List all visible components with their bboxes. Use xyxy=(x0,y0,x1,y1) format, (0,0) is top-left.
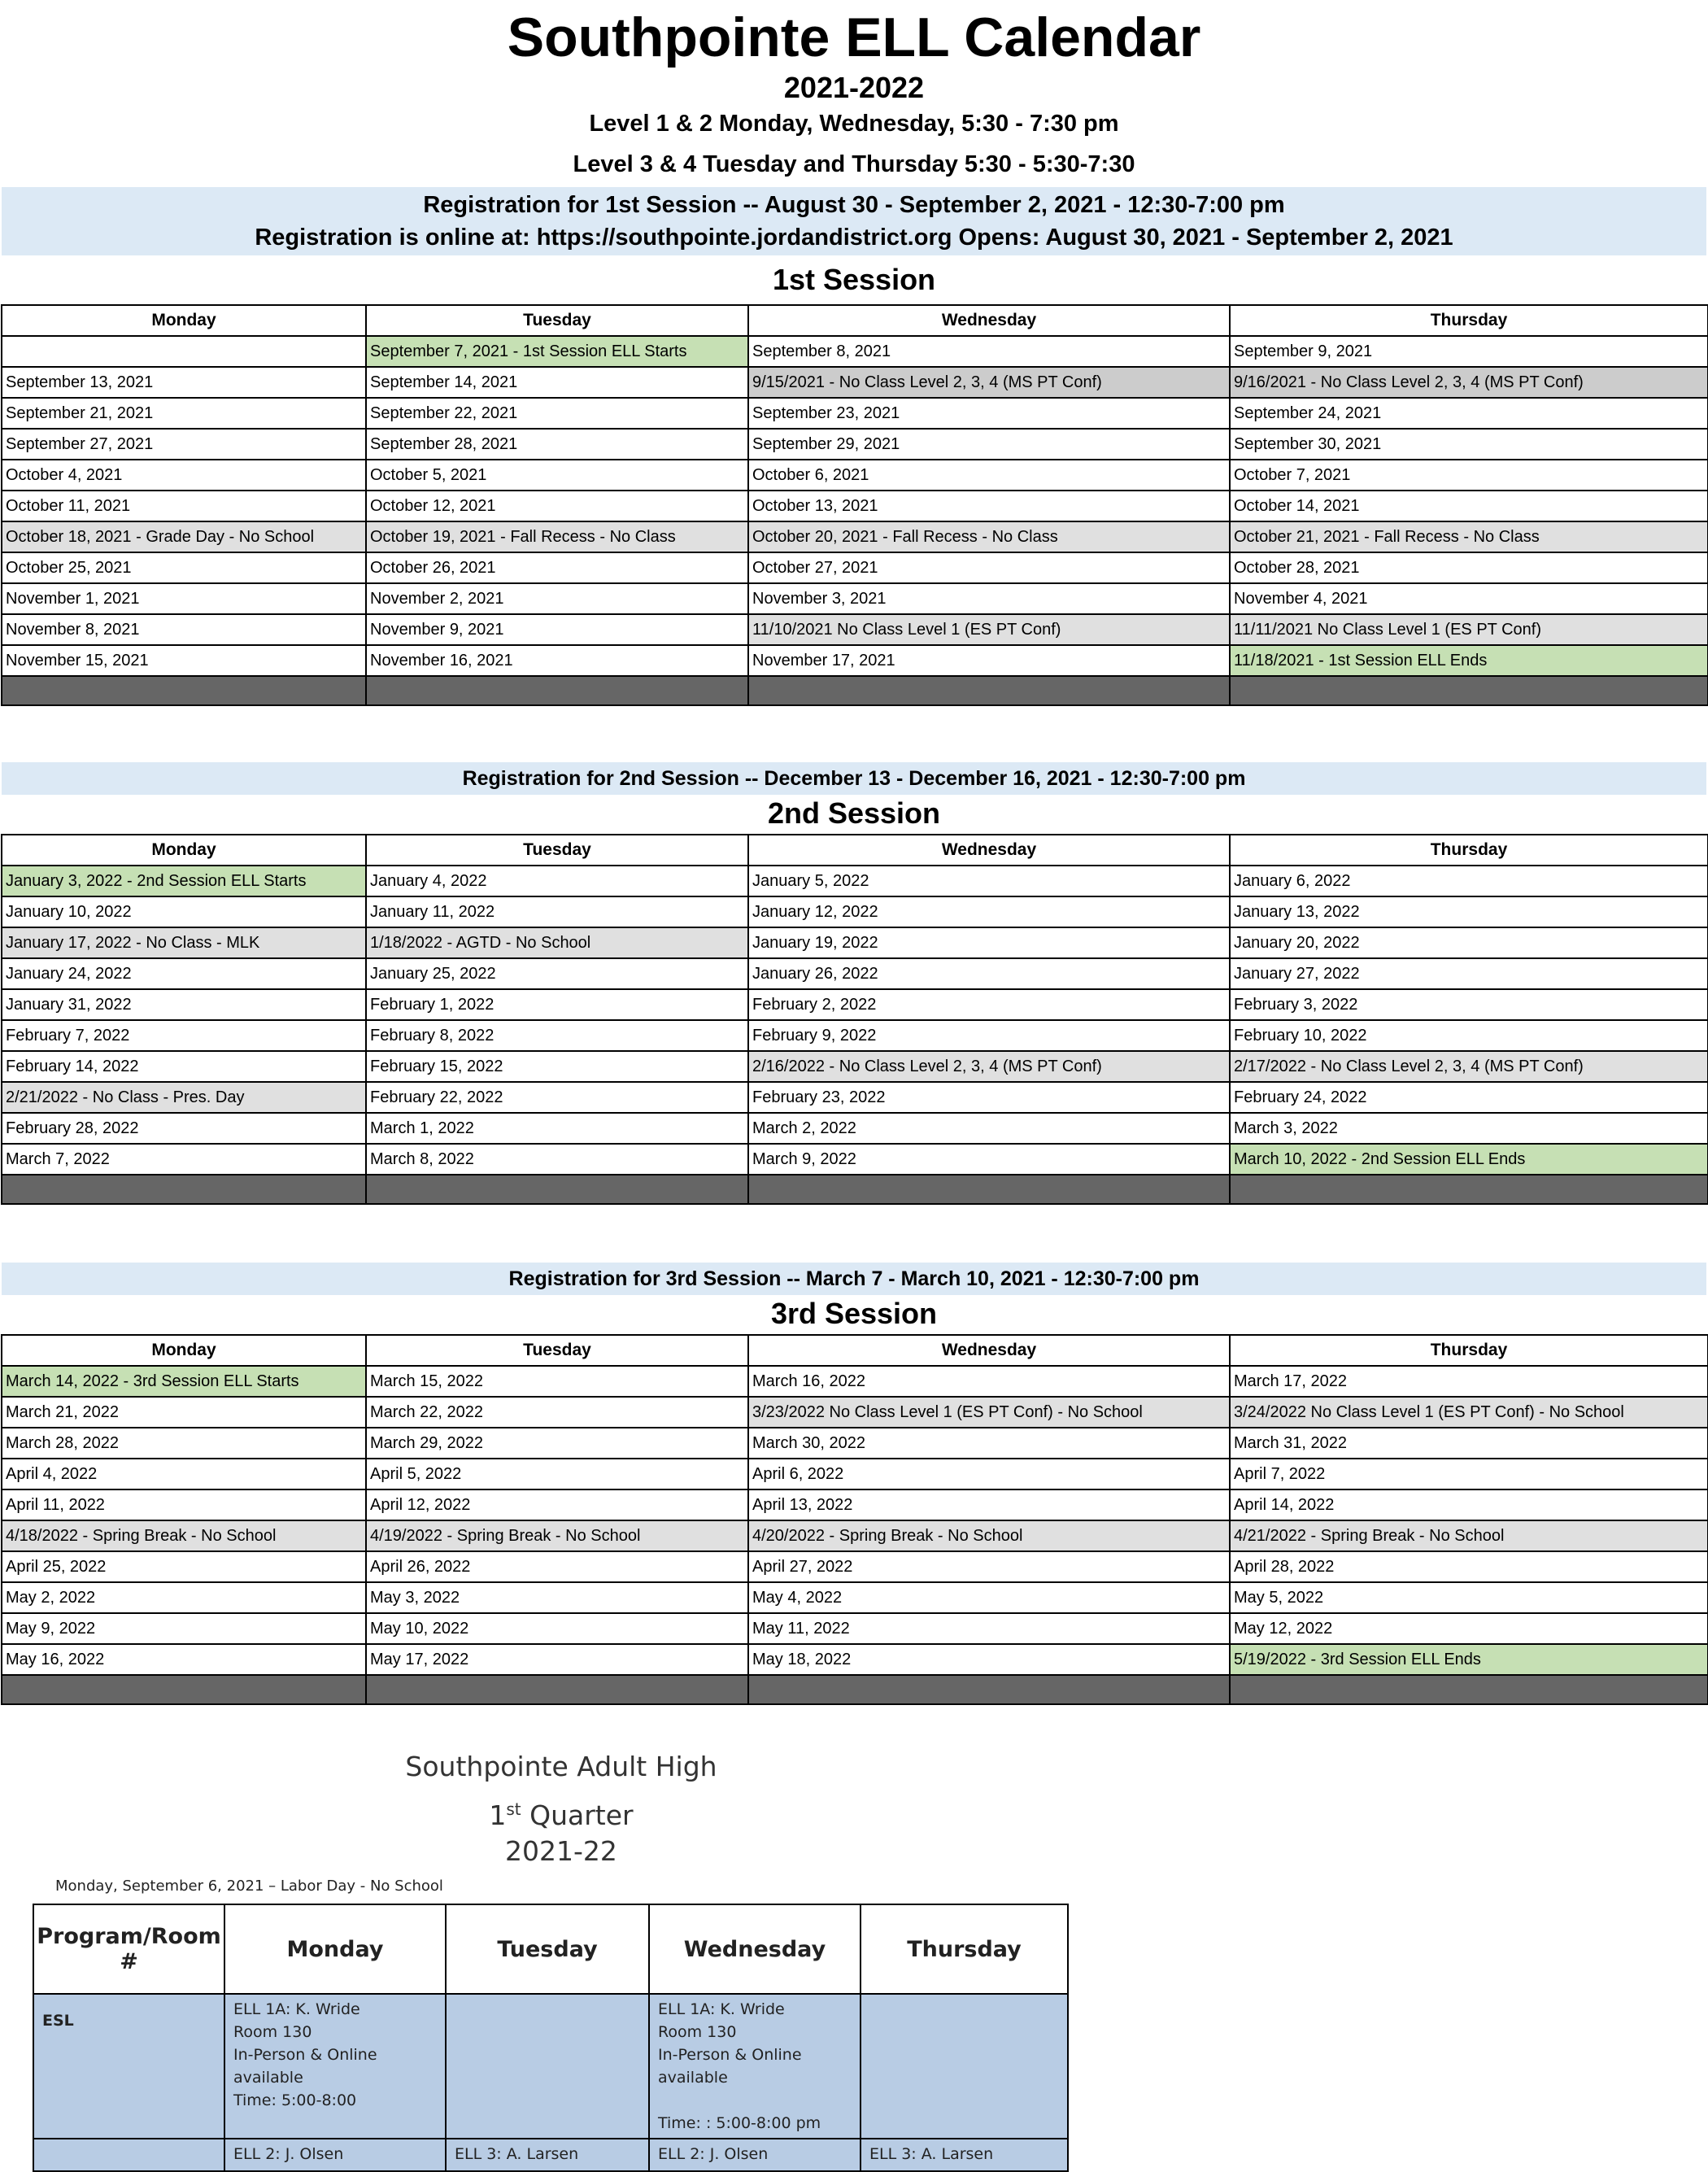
date-cell xyxy=(2,1675,366,1704)
date-cell: October 7, 2021 xyxy=(1230,460,1708,491)
date-cell: April 25, 2022 xyxy=(2,1551,366,1582)
session-1-table xyxy=(1,304,1708,706)
date-cell: September 22, 2021 xyxy=(366,398,748,429)
date-cell: February 24, 2022 xyxy=(1230,1082,1708,1113)
day-header-wednesday: Wednesday xyxy=(748,835,1230,866)
date-cell: October 12, 2021 xyxy=(366,491,748,521)
date-cell: January 12, 2022 xyxy=(748,896,1230,927)
date-cell: October 21, 2021 - Fall Recess - No Class xyxy=(1230,521,1708,552)
date-cell: January 17, 2022 - No Class - MLK xyxy=(2,927,366,958)
class-line: Room 130 xyxy=(233,2023,312,2041)
date-cell: April 6, 2022 xyxy=(748,1459,1230,1489)
date-cell: April 26, 2022 xyxy=(366,1551,748,1582)
class-line: ELL 1A: K. Wride xyxy=(658,2000,785,2018)
date-cell: May 12, 2022 xyxy=(1230,1613,1708,1644)
date-cell: February 2, 2022 xyxy=(748,989,1230,1020)
date-cell: September 14, 2021 xyxy=(366,367,748,398)
table-row xyxy=(2,1489,1708,1520)
date-cell: January 4, 2022 xyxy=(366,866,748,896)
date-cell: April 27, 2022 xyxy=(748,1551,1230,1582)
date-cell: 4/20/2022 - Spring Break - No School xyxy=(748,1520,1230,1551)
class-line: available xyxy=(658,2069,728,2087)
table-row xyxy=(2,1675,1708,1704)
labor-day-note: Monday, September 6, 2021 – Labor Day - No School xyxy=(55,1878,443,1895)
date-cell: February 23, 2022 xyxy=(748,1082,1230,1113)
date-cell: 1/18/2022 - AGTD - No School xyxy=(366,927,748,958)
class-line: Room 130 xyxy=(658,2023,737,2041)
session-3-table xyxy=(1,1334,1708,1705)
date-cell xyxy=(748,1175,1230,1204)
date-cell xyxy=(1230,1175,1708,1204)
date-cell: 11/18/2021 - 1st Session ELL Ends xyxy=(1230,645,1708,676)
date-cell: March 21, 2022 xyxy=(2,1397,366,1428)
date-cell: 9/15/2021 - No Class Level 2, 3, 4 (MS PT Conf) xyxy=(748,367,1230,398)
session-1-title: 1st Session xyxy=(772,263,936,296)
table-row xyxy=(2,1582,1708,1613)
date-cell: March 7, 2022 xyxy=(2,1144,366,1175)
date-cell: September 9, 2021 xyxy=(1230,336,1708,367)
header-tuesday: Tuesday xyxy=(446,1904,649,1994)
table-row xyxy=(2,989,1708,1020)
date-cell: January 19, 2022 xyxy=(748,927,1230,958)
date-cell: October 28, 2021 xyxy=(1230,552,1708,583)
quarter-word: Quarter xyxy=(521,1799,634,1831)
day-header-row xyxy=(2,1335,1708,1366)
date-cell: 3/24/2022 No Class Level 1 (ES PT Conf) - No School xyxy=(1230,1397,1708,1428)
class-cell-tuesday xyxy=(446,1994,649,2139)
header-wednesday: Wednesday xyxy=(649,1904,861,1994)
date-cell: November 3, 2021 xyxy=(748,583,1230,614)
class-line xyxy=(658,2089,852,2112)
table-row xyxy=(2,927,1708,958)
table-row xyxy=(2,398,1708,429)
date-cell: October 13, 2021 xyxy=(748,491,1230,521)
date-cell: January 6, 2022 xyxy=(1230,866,1708,896)
header-monday: Monday xyxy=(224,1904,446,1994)
date-cell: February 22, 2022 xyxy=(366,1082,748,1113)
date-cell: November 4, 2021 xyxy=(1230,583,1708,614)
adult-high-title: Southpointe Adult High xyxy=(405,1751,717,1782)
date-cell: February 7, 2022 xyxy=(2,1020,366,1051)
date-cell: 2/16/2022 - No Class Level 2, 3, 4 (MS PT Conf) xyxy=(748,1051,1230,1082)
quarter-number: 1 xyxy=(489,1799,507,1831)
table-row xyxy=(2,1428,1708,1459)
table-row xyxy=(2,676,1708,705)
date-cell: February 15, 2022 xyxy=(366,1051,748,1082)
date-cell: March 14, 2022 - 3rd Session ELL Starts xyxy=(2,1366,366,1397)
date-cell: January 3, 2022 - 2nd Session ELL Starts xyxy=(2,866,366,896)
table-row xyxy=(2,460,1708,491)
date-cell: March 9, 2022 xyxy=(748,1144,1230,1175)
date-cell: March 1, 2022 xyxy=(366,1113,748,1144)
table-row xyxy=(2,645,1708,676)
table-row xyxy=(2,521,1708,552)
date-cell: November 9, 2021 xyxy=(366,614,748,645)
date-cell: April 7, 2022 xyxy=(1230,1459,1708,1489)
class-line: Time: 5:00-8:00 xyxy=(233,2091,357,2109)
date-cell: April 4, 2022 xyxy=(2,1459,366,1489)
session-3-title: 3rd Session xyxy=(770,1297,938,1330)
date-cell: September 24, 2021 xyxy=(1230,398,1708,429)
class-line: ELL 2: J. Olsen xyxy=(658,2145,769,2163)
date-cell: March 2, 2022 xyxy=(748,1113,1230,1144)
table-row xyxy=(2,367,1708,398)
table-row xyxy=(33,2139,1068,2171)
date-cell: October 5, 2021 xyxy=(366,460,748,491)
date-cell: November 2, 2021 xyxy=(366,583,748,614)
date-cell: March 29, 2022 xyxy=(366,1428,748,1459)
date-cell: October 20, 2021 - Fall Recess - No Class xyxy=(748,521,1230,552)
class-line: ELL 2: J. Olsen xyxy=(233,2145,344,2163)
level-3-4-schedule: Level 3 & 4 Tuesday and Thursday 5:30 - 5:30-7:30 xyxy=(573,151,1135,177)
date-cell: September 30, 2021 xyxy=(1230,429,1708,460)
date-cell: October 14, 2021 xyxy=(1230,491,1708,521)
date-cell: January 24, 2022 xyxy=(2,958,366,989)
date-cell: March 28, 2022 xyxy=(2,1428,366,1459)
class-cell-monday xyxy=(224,1994,446,2139)
header-thursday: Thursday xyxy=(861,1904,1068,1994)
session-2-table xyxy=(1,834,1708,1205)
date-cell: February 14, 2022 xyxy=(2,1051,366,1082)
date-cell: March 31, 2022 xyxy=(1230,1428,1708,1459)
date-cell: May 9, 2022 xyxy=(2,1613,366,1644)
date-cell: 4/19/2022 - Spring Break - No School xyxy=(366,1520,748,1551)
table-row xyxy=(33,1994,1068,2139)
date-cell xyxy=(1230,676,1708,705)
table-row xyxy=(2,866,1708,896)
date-cell: May 11, 2022 xyxy=(748,1613,1230,1644)
date-cell: January 13, 2022 xyxy=(1230,896,1708,927)
date-cell: January 26, 2022 xyxy=(748,958,1230,989)
date-cell: May 5, 2022 xyxy=(1230,1582,1708,1613)
adult-high-quarter xyxy=(350,1790,773,1835)
date-cell xyxy=(366,1175,748,1204)
date-cell: March 17, 2022 xyxy=(1230,1366,1708,1397)
date-cell: 11/11/2021 No Class Level 1 (ES PT Conf) xyxy=(1230,614,1708,645)
date-cell: 9/16/2021 - No Class Level 2, 3, 4 (MS PT Conf) xyxy=(1230,367,1708,398)
day-header-monday: Monday xyxy=(2,835,366,866)
date-cell: September 8, 2021 xyxy=(748,336,1230,367)
table-row xyxy=(2,1551,1708,1582)
date-cell: September 21, 2021 xyxy=(2,398,366,429)
table-row xyxy=(2,1397,1708,1428)
date-cell: April 14, 2022 xyxy=(1230,1489,1708,1520)
date-cell: October 25, 2021 xyxy=(2,552,366,583)
table-row xyxy=(2,1459,1708,1489)
date-cell: February 9, 2022 xyxy=(748,1020,1230,1051)
date-cell: April 11, 2022 xyxy=(2,1489,366,1520)
date-cell: January 25, 2022 xyxy=(366,958,748,989)
date-cell: March 15, 2022 xyxy=(366,1366,748,1397)
registration-banner-3: Registration for 3rd Session -- March 7 - March 10, 2021 - 12:30-7:00 pm xyxy=(2,1263,1706,1295)
adult-high-schedule xyxy=(33,1904,1069,2172)
class-line: ELL 3: A. Larsen xyxy=(455,2145,579,2163)
day-header-thursday: Thursday xyxy=(1230,1335,1708,1366)
registration-1-online: Registration is online at: https://southpointe.jordandistrict.org Opens: August 30, 2021 - September 2, 2021 xyxy=(255,225,1453,251)
registration-banner-2: Registration for 2nd Session -- December 13 - December 16, 2021 - 12:30-7:00 pm xyxy=(2,762,1706,795)
date-cell: May 2, 2022 xyxy=(2,1582,366,1613)
page-title: Southpointe ELL Calendar xyxy=(507,7,1201,68)
date-cell: March 22, 2022 xyxy=(366,1397,748,1428)
date-cell: November 1, 2021 xyxy=(2,583,366,614)
day-header-row xyxy=(2,305,1708,336)
date-cell: January 5, 2022 xyxy=(748,866,1230,896)
date-cell xyxy=(2,1175,366,1204)
date-cell: October 11, 2021 xyxy=(2,491,366,521)
program-cell xyxy=(33,2139,224,2171)
date-cell: 4/18/2022 - Spring Break - No School xyxy=(2,1520,366,1551)
table-row xyxy=(2,1366,1708,1397)
date-cell: September 27, 2021 xyxy=(2,429,366,460)
date-cell xyxy=(366,676,748,705)
adult-high-header-row xyxy=(33,1904,1068,1994)
day-header-row xyxy=(2,835,1708,866)
date-cell: April 12, 2022 xyxy=(366,1489,748,1520)
date-cell: 5/19/2022 - 3rd Session ELL Ends xyxy=(1230,1644,1708,1675)
table-row xyxy=(2,1020,1708,1051)
day-header-tuesday: Tuesday xyxy=(366,835,748,866)
table-row xyxy=(2,1082,1708,1113)
table-row xyxy=(2,896,1708,927)
registration-1-dates: Registration for 1st Session -- August 30 - September 2, 2021 - 12:30-7:00 pm xyxy=(423,192,1285,218)
date-cell xyxy=(2,676,366,705)
date-cell: January 27, 2022 xyxy=(1230,958,1708,989)
date-cell: May 10, 2022 xyxy=(366,1613,748,1644)
class-line: Time: : 5:00-8:00 pm xyxy=(658,2114,821,2132)
class-line: In-Person & Online xyxy=(233,2046,377,2064)
table-row xyxy=(2,1144,1708,1175)
table-row xyxy=(2,614,1708,645)
table-row xyxy=(2,958,1708,989)
date-cell: 11/10/2021 No Class Level 1 (ES PT Conf) xyxy=(748,614,1230,645)
table-row xyxy=(2,1613,1708,1644)
date-cell: March 30, 2022 xyxy=(748,1428,1230,1459)
day-header-monday: Monday xyxy=(2,305,366,336)
date-cell: January 20, 2022 xyxy=(1230,927,1708,958)
day-header-thursday: Thursday xyxy=(1230,835,1708,866)
date-cell: November 8, 2021 xyxy=(2,614,366,645)
date-cell: October 27, 2021 xyxy=(748,552,1230,583)
date-cell: May 3, 2022 xyxy=(366,1582,748,1613)
date-cell: October 4, 2021 xyxy=(2,460,366,491)
day-header-wednesday: Wednesday xyxy=(748,1335,1230,1366)
date-cell: November 16, 2021 xyxy=(366,645,748,676)
registration-banner-1 xyxy=(2,187,1706,255)
date-cell xyxy=(1230,1675,1708,1704)
table-row xyxy=(2,1644,1708,1675)
date-cell: February 1, 2022 xyxy=(366,989,748,1020)
date-cell: February 28, 2022 xyxy=(2,1113,366,1144)
date-cell: 4/21/2022 - Spring Break - No School xyxy=(1230,1520,1708,1551)
date-cell: March 16, 2022 xyxy=(748,1366,1230,1397)
date-cell: April 5, 2022 xyxy=(366,1459,748,1489)
program-cell: ESL xyxy=(33,1994,224,2139)
school-year: 2021-2022 xyxy=(783,71,925,104)
date-cell: September 23, 2021 xyxy=(748,398,1230,429)
date-cell: November 15, 2021 xyxy=(2,645,366,676)
quarter-suffix: st xyxy=(506,1799,521,1819)
date-cell: May 17, 2022 xyxy=(366,1644,748,1675)
date-cell: April 13, 2022 xyxy=(748,1489,1230,1520)
day-header-tuesday: Tuesday xyxy=(366,1335,748,1366)
date-cell: May 16, 2022 xyxy=(2,1644,366,1675)
class-cell-monday xyxy=(224,2139,446,2171)
table-row xyxy=(2,429,1708,460)
table-row xyxy=(2,583,1708,614)
table-row xyxy=(2,1051,1708,1082)
date-cell: February 8, 2022 xyxy=(366,1020,748,1051)
date-cell: October 6, 2021 xyxy=(748,460,1230,491)
class-cell-wednesday xyxy=(649,2139,861,2171)
class-line: In-Person & Online xyxy=(658,2046,802,2064)
date-cell: September 28, 2021 xyxy=(366,429,748,460)
session-2-title: 2nd Session xyxy=(767,796,941,830)
date-cell: May 4, 2022 xyxy=(748,1582,1230,1613)
table-row xyxy=(2,1113,1708,1144)
table-row xyxy=(2,552,1708,583)
table-row xyxy=(2,491,1708,521)
date-cell: 2/21/2022 - No Class - Pres. Day xyxy=(2,1082,366,1113)
day-header-thursday: Thursday xyxy=(1230,305,1708,336)
date-cell: January 10, 2022 xyxy=(2,896,366,927)
date-cell: October 18, 2021 - Grade Day - No School xyxy=(2,521,366,552)
date-cell: May 18, 2022 xyxy=(748,1644,1230,1675)
date-cell xyxy=(748,1675,1230,1704)
class-cell-thursday xyxy=(861,2139,1068,2171)
date-cell xyxy=(2,336,366,367)
date-cell: October 26, 2021 xyxy=(366,552,748,583)
table-row xyxy=(2,1175,1708,1204)
day-header-tuesday: Tuesday xyxy=(366,305,748,336)
class-line: ELL 1A: K. Wride xyxy=(233,2000,360,2018)
date-cell: March 8, 2022 xyxy=(366,1144,748,1175)
date-cell: January 11, 2022 xyxy=(366,896,748,927)
table-row xyxy=(2,336,1708,367)
day-header-monday: Monday xyxy=(2,1335,366,1366)
date-cell: 3/23/2022 No Class Level 1 (ES PT Conf) - No School xyxy=(748,1397,1230,1428)
date-cell: April 28, 2022 xyxy=(1230,1551,1708,1582)
date-cell: January 31, 2022 xyxy=(2,989,366,1020)
date-cell: March 3, 2022 xyxy=(1230,1113,1708,1144)
date-cell: 2/17/2022 - No Class Level 2, 3, 4 (MS PT Conf) xyxy=(1230,1051,1708,1082)
date-cell xyxy=(748,676,1230,705)
date-cell: November 17, 2021 xyxy=(748,645,1230,676)
day-header-wednesday: Wednesday xyxy=(748,305,1230,336)
date-cell: March 10, 2022 - 2nd Session ELL Ends xyxy=(1230,1144,1708,1175)
date-cell xyxy=(366,1675,748,1704)
class-cell-tuesday xyxy=(446,2139,649,2171)
class-line: available xyxy=(233,2069,303,2087)
date-cell: September 13, 2021 xyxy=(2,367,366,398)
date-cell: February 3, 2022 xyxy=(1230,989,1708,1020)
date-cell: September 29, 2021 xyxy=(748,429,1230,460)
date-cell: February 10, 2022 xyxy=(1230,1020,1708,1051)
date-cell: October 19, 2021 - Fall Recess - No Class xyxy=(366,521,748,552)
header-program-room: Program/Room # xyxy=(33,1904,224,1994)
class-cell-wednesday xyxy=(649,1994,861,2139)
class-line: ELL 3: A. Larsen xyxy=(869,2145,994,2163)
adult-high-year: 2021-22 xyxy=(505,1835,617,1867)
level-1-2-schedule: Level 1 & 2 Monday, Wednesday, 5:30 - 7:30 pm xyxy=(589,111,1119,137)
table-row xyxy=(2,1520,1708,1551)
class-cell-thursday xyxy=(861,1994,1068,2139)
date-cell: September 7, 2021 - 1st Session ELL Starts xyxy=(366,336,748,367)
